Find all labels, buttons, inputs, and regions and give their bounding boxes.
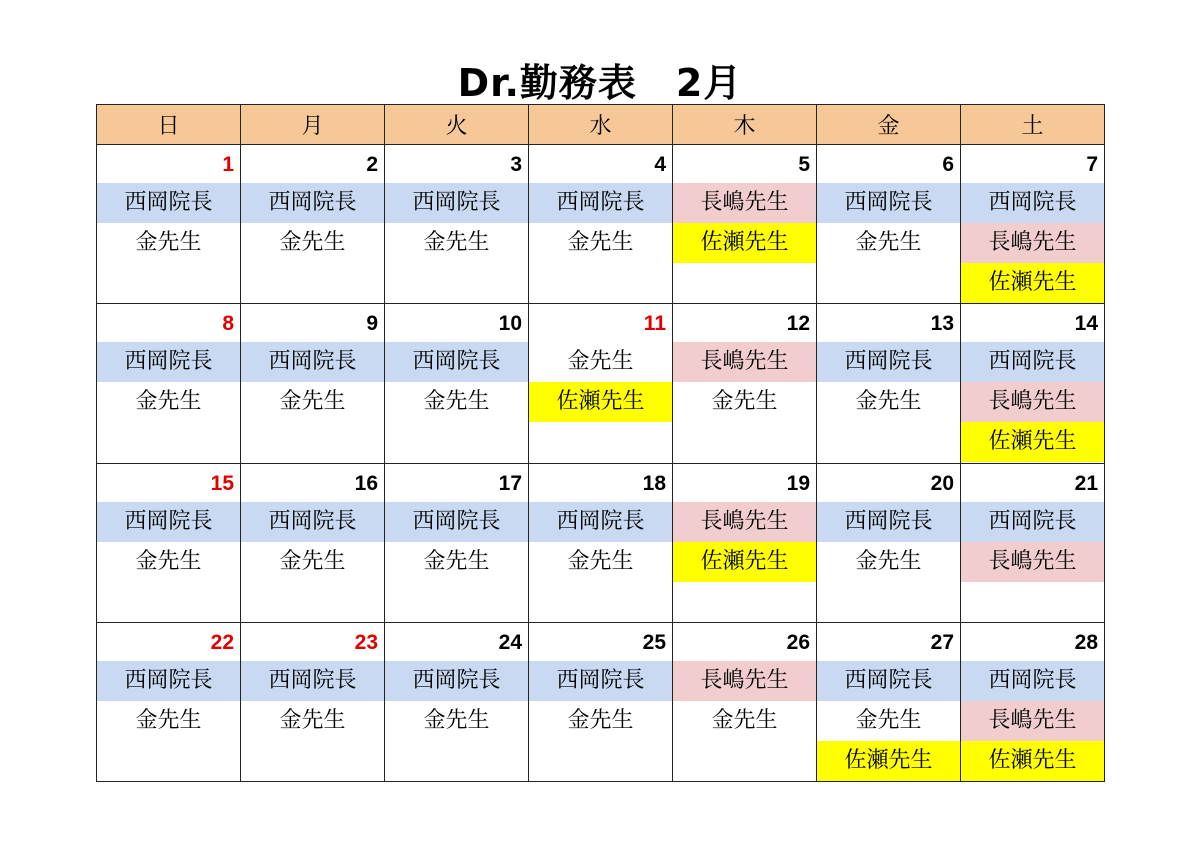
day-cell [97, 304, 241, 463]
day-cell [673, 464, 817, 623]
day-cell [673, 304, 817, 463]
date-number: 8 [222, 312, 234, 336]
doctor-entry: 西岡院長 [529, 502, 672, 542]
doctor-entry: 西岡院長 [385, 183, 528, 223]
weekday-header-thu: 木 [673, 105, 817, 145]
day-cell [529, 623, 673, 782]
date-number: 24 [498, 630, 522, 654]
doctor-entry: 長嶋先生 [673, 342, 816, 382]
day-cell [673, 145, 817, 304]
date-number: 13 [930, 312, 954, 336]
doctor-entry: 金先生 [855, 389, 922, 415]
doctor-entry: 長嶋先生 [961, 701, 1104, 741]
doctor-entry: 西岡院長 [241, 661, 384, 701]
doctor-entry: 金先生 [135, 707, 202, 733]
doctor-entry: 長嶋先生 [961, 223, 1104, 263]
doctor-entry: 佐瀬先生 [529, 382, 672, 422]
day-cell [529, 464, 673, 623]
doctor-entry: 長嶋先生 [673, 183, 816, 223]
weekday-header-tue: 火 [385, 105, 529, 145]
date-number: 11 [643, 312, 666, 336]
date-number: 12 [786, 312, 810, 336]
page-title: Dr.勤務表 2月 [457, 61, 743, 105]
date-number: 28 [1074, 630, 1098, 654]
date-number: 7 [1086, 153, 1098, 176]
doctor-entry: 西岡院長 [241, 342, 384, 382]
doctor-entry: 佐瀬先生 [673, 223, 816, 263]
day-cell [529, 145, 673, 304]
date-number: 10 [498, 312, 522, 336]
doctor-entry: 西岡院長 [97, 502, 240, 542]
doctor-entry: 長嶋先生 [673, 661, 816, 701]
date-number: 18 [642, 471, 666, 495]
doctor-entry: 金先生 [567, 707, 634, 733]
weekday-header-fri: 金 [817, 105, 961, 145]
date-number: 22 [210, 630, 234, 654]
doctor-entry: 金先生 [279, 230, 346, 255]
weekday-header-mon: 月 [241, 105, 385, 145]
doctor-entry: 西岡院長 [817, 342, 960, 382]
doctor-entry: 金先生 [567, 548, 634, 574]
day-cell [961, 623, 1105, 782]
day-cell [385, 304, 529, 463]
doctor-entry: 佐瀬先生 [961, 422, 1104, 462]
doctor-entry: 佐瀬先生 [673, 542, 816, 582]
day-cell [961, 304, 1105, 463]
doctor-entry: 西岡院長 [817, 502, 960, 542]
day-cell [817, 304, 961, 463]
doctor-entry: 西岡院長 [385, 661, 528, 701]
doctor-entry: 長嶋先生 [961, 382, 1104, 422]
doctor-entry: 金先生 [279, 548, 346, 574]
weekday-header-wed: 水 [529, 105, 673, 145]
doctor-entry: 西岡院長 [961, 183, 1104, 223]
doctor-entry: 金先生 [423, 389, 490, 415]
doctor-entry: 金先生 [855, 548, 922, 574]
day-cell [97, 145, 241, 304]
date-number: 25 [642, 630, 666, 654]
day-cell [385, 623, 529, 782]
doctor-entry: 西岡院長 [241, 502, 384, 542]
schedule-calendar [96, 104, 1105, 782]
date-number: 4 [654, 153, 666, 176]
day-cell [673, 623, 817, 782]
doctor-entry: 西岡院長 [529, 183, 672, 223]
date-number: 27 [930, 630, 954, 654]
day-cell [817, 623, 961, 782]
doctor-entry: 金先生 [567, 349, 634, 375]
doctor-entry: 金先生 [279, 389, 346, 415]
doctor-entry: 金先生 [423, 707, 490, 733]
day-cell [241, 145, 385, 304]
date-number: 6 [942, 153, 954, 176]
date-number: 23 [354, 630, 378, 654]
doctor-entry: 西岡院長 [529, 661, 672, 701]
date-number: 20 [930, 471, 954, 495]
date-number: 21 [1074, 471, 1098, 495]
day-cell [385, 145, 529, 304]
date-number: 26 [786, 630, 810, 654]
doctor-entry: 金先生 [423, 548, 490, 574]
date-number: 14 [1074, 312, 1098, 336]
doctor-entry: 佐瀬先生 [961, 263, 1104, 303]
date-number: 5 [798, 153, 810, 176]
date-number: 19 [786, 471, 810, 495]
date-number: 9 [366, 312, 378, 336]
doctor-entry: 金先生 [135, 230, 202, 255]
doctor-entry: 西岡院長 [241, 183, 384, 223]
day-cell [817, 145, 961, 304]
day-cell [241, 623, 385, 782]
doctor-entry: 金先生 [279, 707, 346, 733]
doctor-entry: 金先生 [711, 707, 778, 733]
doctor-entry: 西岡院長 [385, 342, 528, 382]
doctor-entry: 西岡院長 [817, 183, 960, 223]
day-cell [529, 304, 673, 463]
date-number: 1 [222, 153, 234, 176]
weekday-header-sat: 土 [961, 105, 1105, 145]
doctor-entry: 金先生 [135, 548, 202, 574]
doctor-entry: 西岡院長 [961, 342, 1104, 382]
doctor-entry: 佐瀬先生 [817, 741, 960, 781]
doctor-entry: 金先生 [135, 389, 202, 415]
date-number: 2 [366, 153, 378, 176]
date-number: 15 [210, 471, 234, 495]
day-cell [241, 304, 385, 463]
doctor-entry: 西岡院長 [961, 661, 1104, 701]
doctor-entry: 西岡院長 [97, 661, 240, 701]
weekday-header-sun: 日 [97, 105, 241, 145]
doctor-entry: 金先生 [567, 230, 634, 255]
doctor-entry: 金先生 [711, 389, 778, 415]
doctor-entry: 金先生 [855, 707, 922, 733]
day-cell [97, 623, 241, 782]
day-cell [961, 145, 1105, 304]
date-number: 17 [498, 471, 522, 495]
doctor-entry: 西岡院長 [385, 502, 528, 542]
doctor-entry: 金先生 [423, 230, 490, 255]
date-number: 3 [510, 153, 522, 176]
doctor-entry: 西岡院長 [97, 183, 240, 223]
day-cell [385, 464, 529, 623]
date-number: 16 [354, 471, 378, 495]
doctor-entry: 西岡院長 [961, 502, 1104, 542]
day-cell [961, 464, 1105, 623]
day-cell [817, 464, 961, 623]
day-cell [241, 464, 385, 623]
doctor-entry: 西岡院長 [817, 661, 960, 701]
doctor-entry: 金先生 [855, 230, 922, 255]
day-cell [97, 464, 241, 623]
doctor-entry: 長嶋先生 [961, 542, 1104, 582]
doctor-entry: 佐瀬先生 [961, 741, 1104, 781]
doctor-entry: 西岡院長 [97, 342, 240, 382]
doctor-entry: 長嶋先生 [673, 502, 816, 542]
